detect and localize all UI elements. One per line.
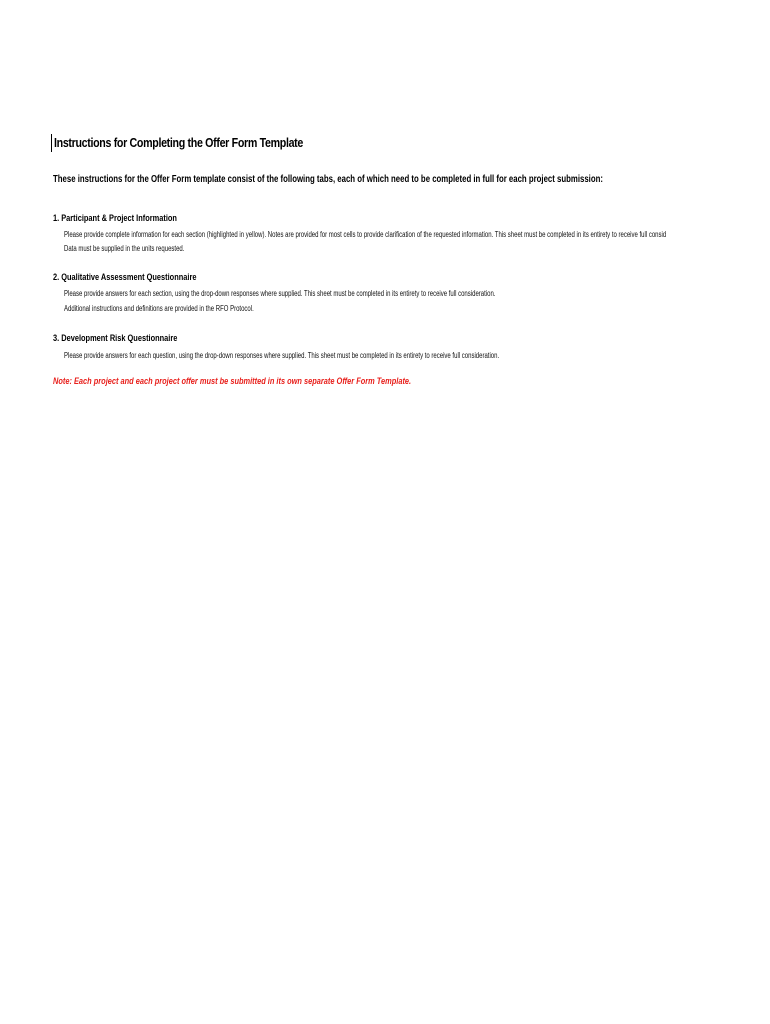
section-text-line: Additional instructions and definitions are provided in the RFO Protocol. xyxy=(64,304,254,313)
section-heading-qualitative-assessment: 2. Qualitative Assessment Questionnaire xyxy=(53,272,197,283)
section-heading-development-risk: 3. Development Risk Questionnaire xyxy=(53,333,178,344)
section-heading-participant-project: 1. Participant & Project Information xyxy=(53,213,177,224)
intro-text: These instructions for the Offer Form template consist of the following tabs, each of which need to be completed in full for each project submission: xyxy=(53,174,603,185)
section-line-clip xyxy=(64,229,712,241)
section-text-line: Please provide answers for each question, using the drop-down responses where supplied. This sheet must be completed in its entirety to receive full consideration. xyxy=(64,351,500,360)
page-title: Instructions for Completing the Offer Form Template xyxy=(54,135,303,150)
title-cell[interactable] xyxy=(51,134,358,152)
section-text-line: Please provide answers for each section, using the drop-down responses where supplied. This sheet must be completed in its entirety to receive full consideration. xyxy=(64,289,496,298)
submission-note: Note: Each project and each project offer must be submitted in its own separate Offer Form Template. xyxy=(53,376,412,387)
section-text-line: Data must be supplied in the units requested. xyxy=(64,244,185,253)
section-text-line: Please provide complete information for each section (highlighted in yellow). Notes are provided for most cells to provide clarification of the requested information. This sheet must be completed in its entirety to receive full consid xyxy=(64,230,667,239)
